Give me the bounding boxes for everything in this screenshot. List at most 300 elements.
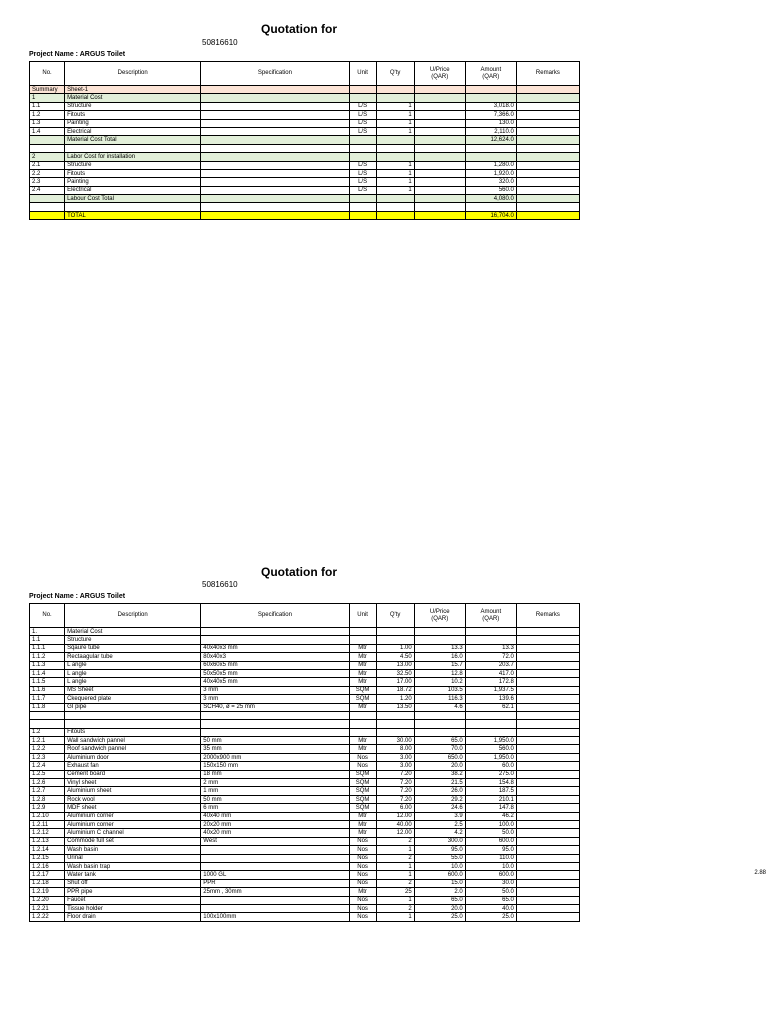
header-qty: Q'ty [376, 604, 414, 628]
cell-amount: 147.8 [465, 804, 516, 812]
cell-qty [376, 153, 414, 161]
table-row [30, 169, 580, 177]
cell-no: 1 [30, 94, 65, 102]
cell-amount: 320.0 [465, 178, 516, 186]
cell-amount: 2,110.0 [465, 127, 516, 135]
summary-header-row [30, 62, 580, 86]
cell-amount: 60.0 [465, 762, 516, 770]
cell-remarks [516, 195, 579, 203]
cell-remarks [516, 653, 579, 661]
cell-qty: 1 [376, 111, 414, 119]
cell-unit [349, 203, 376, 211]
cell-specification: 50 mm [201, 795, 349, 803]
table-row [30, 787, 580, 795]
cell-remarks [516, 913, 579, 921]
cell-remarks [516, 720, 579, 728]
cell-no: 1.1.7 [30, 695, 65, 703]
cell-specification [201, 102, 349, 110]
cell-qty: 4.50 [376, 653, 414, 661]
cell-amount: 50.0 [465, 888, 516, 896]
summary-reference-number: 50816610 [202, 38, 238, 47]
cell-specification: 50 mm [201, 737, 349, 745]
cell-unit-price: 12.8 [414, 669, 465, 677]
detail-table-viewport [29, 603, 581, 1024]
cell-specification [201, 904, 349, 912]
header-unit-price: U/Price (QAR) [414, 62, 465, 86]
cell-unit: L/S [349, 186, 376, 194]
cell-remarks [516, 896, 579, 904]
cell-qty: 30.00 [376, 737, 414, 745]
header-specification: Specification [201, 62, 349, 86]
cell-specification [201, 854, 349, 862]
cell-unit-price [414, 211, 465, 219]
cell-unit: Nos [349, 904, 376, 912]
cell-unit: Mtr [349, 653, 376, 661]
cell-description [65, 711, 201, 719]
table-row [30, 829, 580, 837]
cell-qty: 1 [376, 896, 414, 904]
cell-no: 1.2.8 [30, 795, 65, 803]
cell-description: L angle [65, 661, 201, 669]
cell-unit: L/S [349, 127, 376, 135]
table-row [30, 703, 580, 711]
cell-remarks [516, 161, 579, 169]
cell-description: Aluminium door [65, 753, 201, 761]
cell-unit: Nos [349, 854, 376, 862]
cell-description: PPR pipe [65, 888, 201, 896]
cell-amount [465, 628, 516, 636]
cell-description: Aluminium corner [65, 820, 201, 828]
cell-description: Material Cost [65, 628, 201, 636]
cell-remarks [516, 678, 579, 686]
cell-no: 1.3 [30, 119, 65, 127]
cell-unit: Mtr [349, 737, 376, 745]
cell-specification: 1000 GL [201, 871, 349, 879]
cell-specification: 20x20 mm [201, 820, 349, 828]
table-row [30, 737, 580, 745]
cell-specification [201, 628, 349, 636]
cell-no [30, 720, 65, 728]
cell-no: 1.1.8 [30, 703, 65, 711]
cell-qty: 2 [376, 904, 414, 912]
cell-unit-price [414, 111, 465, 119]
cell-amount [465, 94, 516, 102]
table-row [30, 211, 580, 219]
cell-qty: 1 [376, 127, 414, 135]
table-row [30, 195, 580, 203]
cell-no: 1.1.3 [30, 661, 65, 669]
table-row [30, 144, 580, 152]
cell-description: GI pipe [65, 703, 201, 711]
cell-unit-price: 4.6 [414, 703, 465, 711]
cell-qty: 1 [376, 169, 414, 177]
cell-specification: 6 mm [201, 804, 349, 812]
cell-unit: Mtr [349, 745, 376, 753]
cell-specification: PPR [201, 879, 349, 887]
cell-no: 1.1.4 [30, 669, 65, 677]
cell-unit-price: 600.0 [414, 871, 465, 879]
cell-unit-price: 38.2 [414, 770, 465, 778]
cell-amount: 600.0 [465, 837, 516, 845]
table-row [30, 762, 580, 770]
table-row [30, 111, 580, 119]
cell-unit-price: 2.5 [414, 820, 465, 828]
cell-description: Structure [65, 102, 201, 110]
cell-unit: L/S [349, 169, 376, 177]
cell-unit: Mtr [349, 661, 376, 669]
table-row [30, 636, 580, 644]
header-no: No. [30, 62, 65, 86]
cell-remarks [516, 728, 579, 736]
cell-remarks [516, 186, 579, 194]
cell-unit-price: 55.0 [414, 854, 465, 862]
cell-no: 1.2.4 [30, 762, 65, 770]
cell-remarks [516, 795, 579, 803]
cell-amount: 50.0 [465, 829, 516, 837]
cell-specification [201, 169, 349, 177]
cell-description: Urinal [65, 854, 201, 862]
cell-unit-price [414, 628, 465, 636]
cell-remarks [516, 829, 579, 837]
cell-description: Cement board [65, 770, 201, 778]
cell-no: 1.2.18 [30, 879, 65, 887]
detail-table [29, 603, 580, 922]
cell-qty: 1 [376, 186, 414, 194]
cell-no: 1.2.2 [30, 745, 65, 753]
cell-unit: Mtr [349, 644, 376, 652]
cell-unit-price: 16.0 [414, 653, 465, 661]
cell-unit-price [414, 102, 465, 110]
cell-amount: 1,950.0 [465, 753, 516, 761]
detail-title: Quotation for [261, 565, 337, 579]
cell-specification [201, 862, 349, 870]
table-row [30, 686, 580, 694]
cell-amount: 1,280.0 [465, 161, 516, 169]
cell-unit: SQM [349, 695, 376, 703]
cell-unit: Mtr [349, 888, 376, 896]
table-row [30, 153, 580, 161]
cell-amount: 154.8 [465, 779, 516, 787]
cell-description: Structure [65, 636, 201, 644]
cell-qty: 7.20 [376, 787, 414, 795]
table-row [30, 896, 580, 904]
cell-remarks [516, 111, 579, 119]
cell-amount: 16,704.0 [465, 211, 516, 219]
header-remarks: Remarks [516, 604, 579, 628]
cell-description: Rock wool [65, 795, 201, 803]
cell-amount: 139.6 [465, 695, 516, 703]
table-row [30, 879, 580, 887]
cell-description: Vinyl sheet [65, 779, 201, 787]
cell-no [30, 711, 65, 719]
cell-qty: 7.20 [376, 795, 414, 803]
cell-specification [201, 195, 349, 203]
cell-unit [349, 711, 376, 719]
cell-specification [201, 119, 349, 127]
cell-description: Wash basin [65, 846, 201, 854]
cell-specification: 40x40x5 mm [201, 678, 349, 686]
cell-specification [201, 127, 349, 135]
table-row [30, 862, 580, 870]
cell-remarks [516, 144, 579, 152]
cell-unit [349, 720, 376, 728]
cell-description: Painting [65, 178, 201, 186]
header-remarks: Remarks [516, 62, 579, 86]
cell-remarks [516, 837, 579, 845]
cell-remarks [516, 762, 579, 770]
cell-no: 1.2.16 [30, 862, 65, 870]
cell-qty: 1.20 [376, 695, 414, 703]
cell-unit: Mtr [349, 678, 376, 686]
cell-qty: 25 [376, 888, 414, 896]
cell-specification: 18 mm [201, 770, 349, 778]
table-row [30, 127, 580, 135]
cell-unit [349, 136, 376, 144]
cell-specification: 40x40 mm [201, 812, 349, 820]
cell-unit [349, 153, 376, 161]
cell-no: 1.2.7 [30, 787, 65, 795]
cell-amount [465, 728, 516, 736]
cell-no: 1.2.11 [30, 820, 65, 828]
table-row [30, 644, 580, 652]
cell-remarks [516, 804, 579, 812]
cell-no: 2.3 [30, 178, 65, 186]
table-row [30, 102, 580, 110]
cell-qty: 2 [376, 837, 414, 845]
cell-no: 1.2.9 [30, 804, 65, 812]
table-row [30, 770, 580, 778]
table-row [30, 720, 580, 728]
cell-specification: 40x20 mm [201, 829, 349, 837]
cell-remarks [516, 846, 579, 854]
cell-qty: 8.00 [376, 745, 414, 753]
header-description: Description [65, 604, 201, 628]
cell-remarks [516, 94, 579, 102]
cell-no: 1.2.17 [30, 871, 65, 879]
header-amount: Amount (QAR) [465, 62, 516, 86]
table-row [30, 795, 580, 803]
cell-remarks [516, 695, 579, 703]
table-row [30, 653, 580, 661]
cell-qty [376, 728, 414, 736]
cell-amount: 95.0 [465, 846, 516, 854]
cell-remarks [516, 711, 579, 719]
cell-remarks [516, 862, 579, 870]
table-row [30, 178, 580, 186]
cell-amount [465, 86, 516, 94]
cell-unit: L/S [349, 111, 376, 119]
cell-remarks [516, 879, 579, 887]
cell-description: Aluminium sheet [65, 787, 201, 795]
cell-unit-price: 300.0 [414, 837, 465, 845]
detail-reference-number: 50816610 [202, 580, 238, 589]
cell-unit-price [414, 86, 465, 94]
cell-amount: 417.0 [465, 669, 516, 677]
cell-specification: 25mm , 30mm [201, 888, 349, 896]
table-row [30, 94, 580, 102]
cell-amount [465, 636, 516, 644]
cell-remarks [516, 136, 579, 144]
cell-description: Tissue holder [65, 904, 201, 912]
cell-qty [376, 203, 414, 211]
cell-qty [376, 136, 414, 144]
cell-amount: 275.0 [465, 770, 516, 778]
cell-description: Labour Cost Total [65, 195, 201, 203]
cell-specification: 50x50x5 mm [201, 669, 349, 677]
cell-unit-price [414, 728, 465, 736]
cell-remarks [516, 153, 579, 161]
table-row [30, 136, 580, 144]
table-row [30, 904, 580, 912]
cell-remarks [516, 871, 579, 879]
cell-qty: 6.00 [376, 804, 414, 812]
cell-specification: 40x40x3 mm [201, 644, 349, 652]
cell-amount: 13.3 [465, 644, 516, 652]
cell-amount: 600.0 [465, 871, 516, 879]
cell-unit-price: 116.3 [414, 695, 465, 703]
cell-specification [201, 178, 349, 186]
cell-unit: Nos [349, 753, 376, 761]
cell-qty: 13.50 [376, 703, 414, 711]
cell-no: 1.2.14 [30, 846, 65, 854]
cell-unit-price: 3.9 [414, 812, 465, 820]
cell-unit-price [414, 203, 465, 211]
cell-description: Material Cost [65, 94, 201, 102]
cell-amount: 10.0 [465, 862, 516, 870]
cell-no [30, 203, 65, 211]
cell-description: Electrical [65, 127, 201, 135]
cell-amount: 25.0 [465, 913, 516, 921]
cell-unit: SQM [349, 795, 376, 803]
cell-unit [349, 94, 376, 102]
cell-no: 1.1 [30, 636, 65, 644]
header-description: Description [65, 62, 201, 86]
cell-specification [201, 111, 349, 119]
cell-remarks [516, 888, 579, 896]
cell-specification: 2000x900 mm [201, 753, 349, 761]
detail-body [30, 628, 580, 922]
table-row [30, 812, 580, 820]
cell-remarks [516, 86, 579, 94]
cell-qty: 1 [376, 102, 414, 110]
cell-unit: Nos [349, 871, 376, 879]
header-no: No. [30, 604, 65, 628]
summary-project-name: Project Name : ARGUS Toilet [29, 51, 126, 58]
cell-description: L angle [65, 669, 201, 677]
cell-no: 1.1.1 [30, 644, 65, 652]
cell-amount: 4,080.0 [465, 195, 516, 203]
cell-unit-price: 21.5 [414, 779, 465, 787]
cell-qty: 1.00 [376, 644, 414, 652]
cell-qty: 3.00 [376, 762, 414, 770]
cell-amount: 3,018.0 [465, 102, 516, 110]
cell-unit-price: 20.0 [414, 904, 465, 912]
cell-unit-price: 13.3 [414, 644, 465, 652]
table-row [30, 86, 580, 94]
cell-specification: 35 mm [201, 745, 349, 753]
cell-amount: 110.0 [465, 854, 516, 862]
cell-description: Wash basin trap [65, 862, 201, 870]
cell-amount: 40.0 [465, 904, 516, 912]
detail-project-name: Project Name : ARGUS Toilet [29, 593, 126, 600]
cell-qty [376, 211, 414, 219]
cell-remarks [516, 178, 579, 186]
cell-no: 2.2 [30, 169, 65, 177]
cell-unit: Mtr [349, 812, 376, 820]
cell-unit-price [414, 636, 465, 644]
cell-amount [465, 203, 516, 211]
header-qty: Q'ty [376, 62, 414, 86]
cell-remarks [516, 770, 579, 778]
cell-remarks [516, 854, 579, 862]
cell-unit-price: 10.0 [414, 862, 465, 870]
outside-cell-value: 2.88 [754, 870, 766, 876]
cell-unit: Nos [349, 837, 376, 845]
cell-unit-price: 95.0 [414, 846, 465, 854]
cell-unit-price [414, 144, 465, 152]
table-row [30, 913, 580, 921]
table-row [30, 820, 580, 828]
cell-description [65, 203, 201, 211]
cell-unit-price: 70.0 [414, 745, 465, 753]
cell-no: 2.4 [30, 186, 65, 194]
cell-qty: 40.00 [376, 820, 414, 828]
cell-specification [201, 203, 349, 211]
cell-no [30, 136, 65, 144]
cell-remarks [516, 636, 579, 644]
table-row [30, 711, 580, 719]
cell-amount [465, 720, 516, 728]
cell-qty [376, 86, 414, 94]
cell-description: Commode full set [65, 837, 201, 845]
cell-description: Fitouts [65, 111, 201, 119]
cell-no: 1.2.19 [30, 888, 65, 896]
cell-qty: 7.20 [376, 770, 414, 778]
cell-description: Sheet-1 [65, 86, 201, 94]
cell-remarks [516, 119, 579, 127]
cell-amount: 1,920.0 [465, 169, 516, 177]
cell-specification [201, 728, 349, 736]
cell-unit-price: 65.0 [414, 896, 465, 904]
cell-qty: 2 [376, 879, 414, 887]
cell-qty: 7.20 [376, 779, 414, 787]
cell-unit: Mtr [349, 820, 376, 828]
table-row [30, 779, 580, 787]
summary-title: Quotation for [261, 22, 337, 36]
cell-qty [376, 720, 414, 728]
cell-unit-price [414, 161, 465, 169]
cell-unit [349, 144, 376, 152]
cell-unit-price: 15.0 [414, 879, 465, 887]
cell-no: 1.2.13 [30, 837, 65, 845]
cell-qty [376, 195, 414, 203]
cell-no: 1.2.6 [30, 779, 65, 787]
table-row [30, 846, 580, 854]
header-specification: Specification [201, 604, 349, 628]
cell-amount: 187.5 [465, 787, 516, 795]
cell-no: 2.1 [30, 161, 65, 169]
cell-qty: 1 [376, 161, 414, 169]
cell-unit-price [414, 136, 465, 144]
cell-unit: SQM [349, 686, 376, 694]
cell-remarks [516, 127, 579, 135]
cell-unit-price: 29.2 [414, 795, 465, 803]
cell-unit: Nos [349, 896, 376, 904]
cell-unit: Nos [349, 762, 376, 770]
cell-remarks [516, 904, 579, 912]
cell-qty: 13.00 [376, 661, 414, 669]
cell-unit-price [414, 127, 465, 135]
